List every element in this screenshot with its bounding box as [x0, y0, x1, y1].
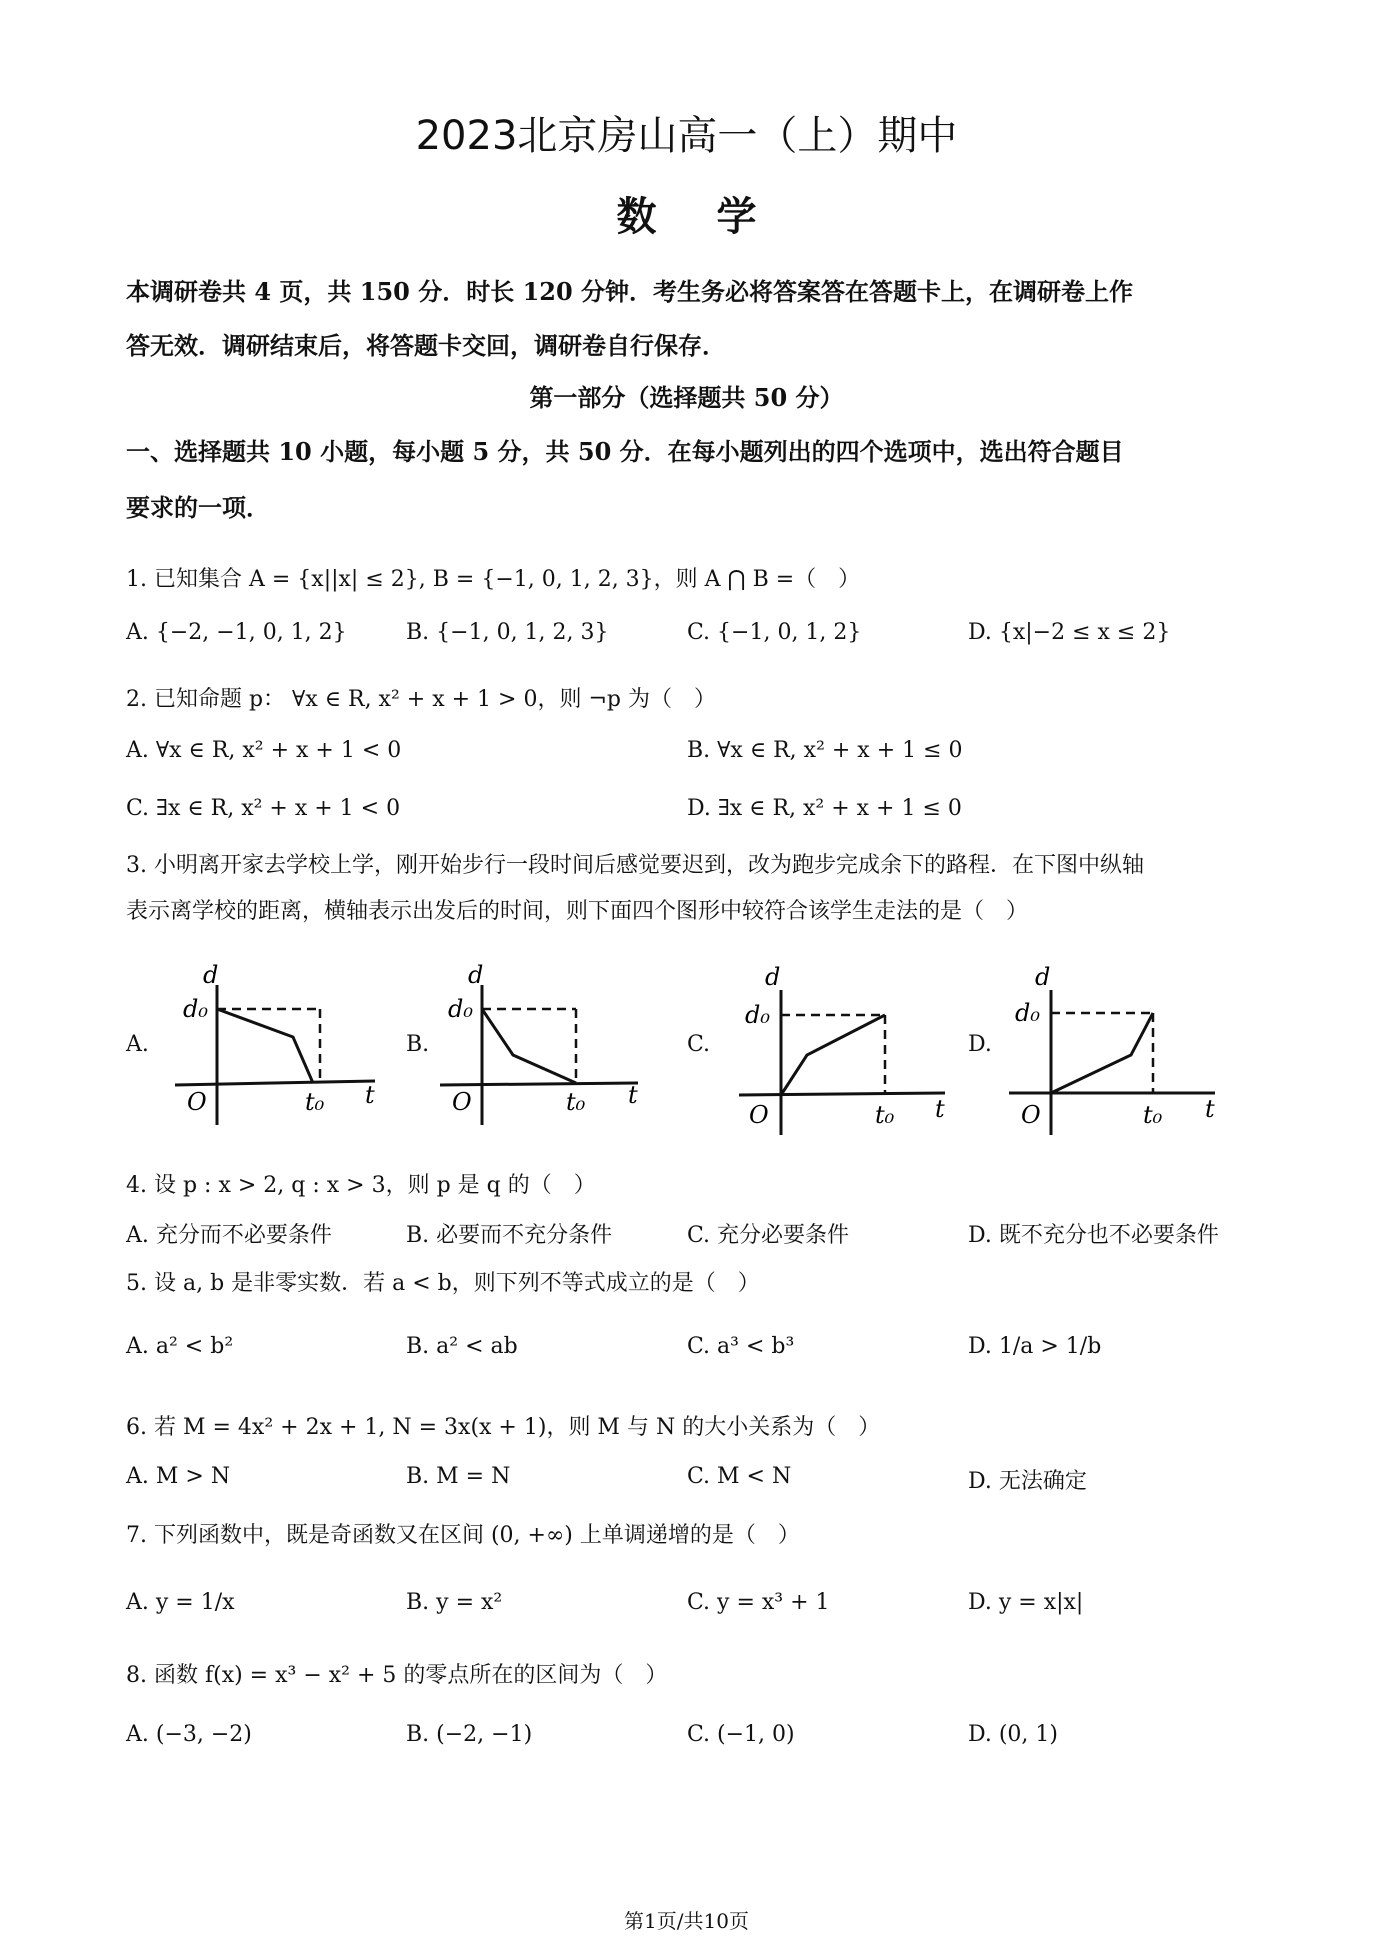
question-8-option-a: A. (−3, −2): [126, 1722, 252, 1747]
question-4-option-b: B. 必要而不充分条件: [406, 1223, 613, 1248]
question-2-option-c: C. ∃x ∈ R, x² + x + 1 < 0: [126, 796, 401, 821]
question-2-option-b: B. ∀x ∈ R, x² + x + 1 ≤ 0: [687, 738, 963, 763]
graph-a-axis-t: t: [365, 1081, 375, 1109]
graph-c-label-o: O: [749, 1101, 769, 1129]
graph-b-label-o: O: [452, 1088, 472, 1116]
section-instruction-1: 一、选择题共 10 小题，每小题 5 分，共 50 分．在每小题列出的四个选项中，选出符合题目: [126, 437, 1124, 466]
question-3-option-a: A.: [126, 1032, 149, 1057]
question-6-option-b: B. M = N: [406, 1464, 511, 1489]
graph-b-label-d0: d₀: [448, 995, 473, 1023]
question-1-option-d: D. {x|−2 ≤ x ≤ 2}: [968, 620, 1171, 645]
question-2-stem: 2. 已知命题 p： ∀x ∈ R, x² + x + 1 > 0，则 ¬p 为（ ）: [126, 687, 716, 712]
question-8-option-b: B. (−2, −1): [406, 1722, 533, 1747]
question-3-option-b: B.: [406, 1032, 430, 1057]
question-2-option-d: D. ∃x ∈ R, x² + x + 1 ≤ 0: [687, 796, 962, 821]
question-5-option-b: B. a² < ab: [406, 1334, 518, 1359]
question-3-stem-line-2: 表示离学校的距离，横轴表示出发后的时间，则下面四个图形中较符合该学生走法的是（ ）: [126, 899, 1029, 924]
question-5-option-a: A. a² < b²: [126, 1334, 234, 1359]
graph-a-label-d0: d₀: [183, 995, 208, 1023]
question-3-stem-line-1: 3. 小明离开家去学校上学，刚开始步行一段时间后感觉要迟到，改为跑步完成余下的路程．在下图中纵轴: [126, 853, 1144, 878]
graph-d-label-t0: t₀: [1143, 1101, 1163, 1129]
graph-c-label-t0: t₀: [875, 1101, 895, 1129]
intro-line-1: 本调研卷共 4 页，共 150 分．时长 120 分钟．考生务必将答案答在答题卡上，在调研卷上作: [126, 277, 1134, 306]
graph-b-axis-d: d: [468, 961, 484, 989]
page-number: 第1页/共10页: [624, 1909, 749, 1933]
question-1-option-c: C. {−1, 0, 1, 2}: [687, 620, 862, 645]
graph-a-label-o: O: [187, 1088, 207, 1116]
question-3-graph-b: [438, 955, 658, 1135]
question-6-stem: 6. 若 M = 4x² + 2x + 1, N = 3x(x + 1)，则 M 与 N 的大小关系为（ ）: [126, 1415, 881, 1440]
question-6-option-c: C. M < N: [687, 1464, 792, 1489]
graph-a-label-t0: t₀: [305, 1088, 325, 1116]
question-3-graph-c: [735, 955, 955, 1145]
question-2-option-a: A. ∀x ∈ R, x² + x + 1 < 0: [126, 738, 402, 763]
question-4-option-a: A. 充分而不必要条件: [126, 1223, 332, 1248]
graph-a-axis-d: d: [203, 961, 219, 989]
question-3-option-d: D.: [968, 1032, 992, 1057]
question-6-option-d: D. 无法确定: [968, 1469, 1087, 1494]
graph-d-axis-t: t: [1205, 1095, 1215, 1123]
question-4-stem: 4. 设 p : x > 2, q : x > 3，则 p 是 q 的（ ）: [126, 1173, 596, 1198]
question-3-option-c: C.: [687, 1032, 711, 1057]
graph-c-axis-d: d: [765, 963, 781, 991]
question-8-stem: 8. 函数 f(x) = x³ − x² + 5 的零点所在的区间为（ ）: [126, 1663, 668, 1688]
question-1-option-a: A. {−2, −1, 0, 1, 2}: [126, 620, 347, 645]
question-1-stem: 1. 已知集合 A = {x||x| ≤ 2}, B = {−1, 0, 1, 2, 3}，则 A ⋂ B =（ ）: [126, 567, 861, 592]
question-4-option-d: D. 既不充分也不必要条件: [968, 1223, 1219, 1248]
graph-b-axis-t: t: [628, 1081, 638, 1109]
subject-title: 数学: [616, 194, 817, 240]
section-title: 第一部分（选择题共 50 分）: [529, 383, 844, 412]
question-5-option-d: D. 1/a > 1/b: [968, 1334, 1102, 1359]
question-7-option-d: D. y = x|x|: [968, 1590, 1084, 1615]
page-title: 2023北京房山高一（上）期中: [415, 113, 958, 159]
question-5-stem: 5. 设 a, b 是非零实数．若 a < b，则下列不等式成立的是（ ）: [126, 1271, 760, 1296]
intro-line-2: 答无效．调研结束后，将答题卡交回，调研卷自行保存．: [126, 331, 726, 360]
graph-c-label-d0: d₀: [745, 1001, 770, 1029]
question-8-option-d: D. (0, 1): [968, 1722, 1058, 1747]
question-3-graph-d: [1005, 955, 1225, 1145]
graph-d-label-d0: d₀: [1015, 999, 1040, 1027]
question-6-option-a: A. M > N: [126, 1464, 231, 1489]
graph-d-label-o: O: [1021, 1101, 1041, 1129]
section-instruction-2: 要求的一项．: [126, 493, 270, 522]
graph-b-label-t0: t₀: [566, 1088, 586, 1116]
question-7-option-a: A. y = 1/x: [126, 1590, 235, 1615]
question-8-option-c: C. (−1, 0): [687, 1722, 795, 1747]
question-7-option-b: B. y = x²: [406, 1590, 503, 1615]
question-7-option-c: C. y = x³ + 1: [687, 1590, 830, 1615]
question-3-graph-a: [165, 955, 385, 1135]
graph-d-axis-d: d: [1035, 963, 1051, 991]
question-4-option-c: C. 充分必要条件: [687, 1223, 850, 1248]
question-7-stem: 7. 下列函数中，既是奇函数又在区间 (0, +∞) 上单调递增的是（ ）: [126, 1523, 800, 1548]
question-1-option-b: B. {−1, 0, 1, 2, 3}: [406, 620, 609, 645]
graph-c-axis-t: t: [935, 1095, 945, 1123]
question-5-option-c: C. a³ < b³: [687, 1334, 795, 1359]
